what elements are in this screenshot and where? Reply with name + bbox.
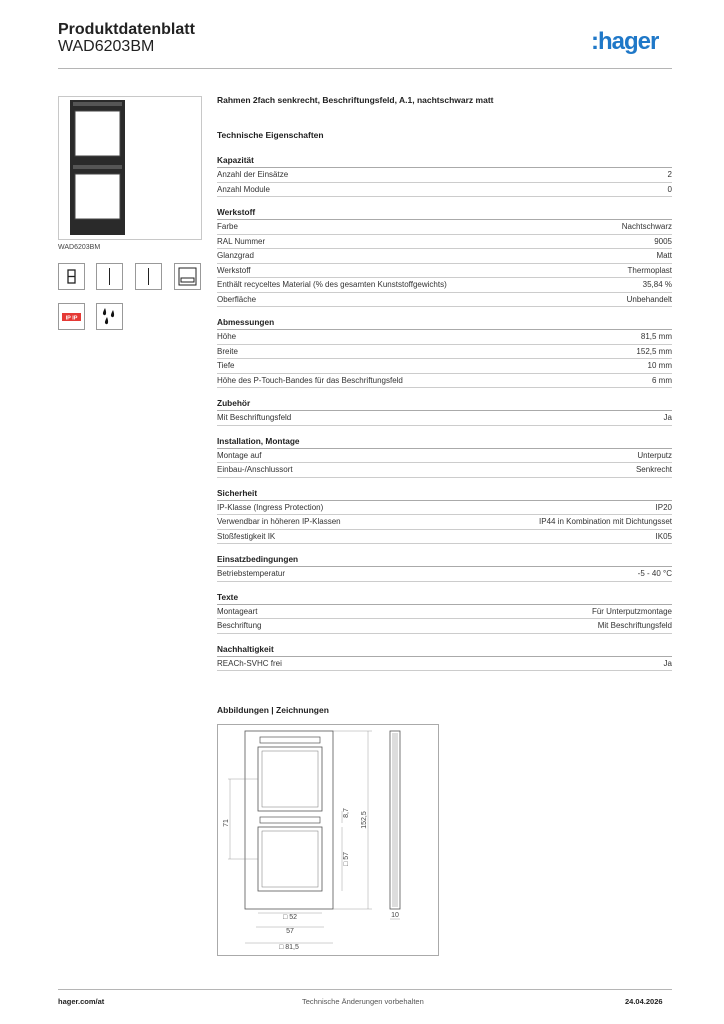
footer-divider <box>58 989 672 990</box>
spec-label: Farbe <box>217 222 238 231</box>
product-image <box>58 96 202 240</box>
spec-value: IP20 <box>655 502 672 512</box>
spec-row <box>217 235 672 250</box>
spec-value: Thermoplast <box>627 265 672 275</box>
spec-row <box>217 345 672 360</box>
spec-value: Senkrecht <box>635 465 672 474</box>
spec-label: Werkstoff <box>217 265 251 275</box>
ip-rating-icon <box>58 303 85 330</box>
section-dimensions <box>217 316 672 388</box>
section-title: Zubehör <box>217 397 672 411</box>
spec-row <box>217 374 672 389</box>
article-number: WAD6203BM <box>58 38 155 55</box>
spec-row <box>217 530 672 545</box>
svg-text:IP IP: IP IP <box>65 315 78 322</box>
section-texts <box>217 591 672 634</box>
spec-label: Betriebstemperatur <box>217 569 286 578</box>
spec-row <box>217 619 672 634</box>
spec-value: 9005 <box>654 236 672 246</box>
footer-website: hager.com/at <box>58 997 105 1006</box>
spec-value: IK05 <box>655 531 672 541</box>
spec-row <box>217 264 672 279</box>
section-title: Sicherheit <box>217 487 672 501</box>
section-title: Kapazität <box>217 154 672 168</box>
section-title: Abmessungen <box>217 316 672 330</box>
line-icon <box>96 263 123 290</box>
spec-row <box>217 411 672 426</box>
spec-label: Stoßfestigkeit IK <box>217 531 276 541</box>
spec-label: Anzahl der Einsätze <box>217 170 289 179</box>
water-drops-icon <box>96 303 123 330</box>
section-title: Werkstoff <box>217 206 672 220</box>
dim-10-label: 10 <box>391 912 399 919</box>
spec-label: Glanzgrad <box>217 251 254 260</box>
hager-logo: :hager <box>591 28 659 55</box>
spec-row <box>217 293 672 308</box>
spec-value: Mit Beschriftungsfeld <box>597 621 672 630</box>
section-title: Texte <box>217 591 672 605</box>
spec-label: Einbau-/Anschlussort <box>217 465 293 474</box>
spec-row <box>217 605 672 620</box>
spec-label: Höhe <box>217 332 237 341</box>
spec-value: Unbehandelt <box>626 294 672 304</box>
spec-value: Matt <box>656 251 672 260</box>
spec-value: 2 <box>667 170 672 179</box>
line-icon <box>135 263 162 290</box>
section-installation <box>217 435 672 478</box>
spec-content <box>217 95 672 680</box>
spec-label: Enthält recyceltes Material (% des gesamten Kunststoffgewichts) <box>217 280 447 289</box>
footer-date: 24.04.2026 <box>625 997 663 1006</box>
spec-value: Unterputz <box>637 450 672 460</box>
spec-row <box>217 249 672 264</box>
section-title: Nachhaltigkeit <box>217 643 672 657</box>
spec-label: Anzahl Module <box>217 184 270 194</box>
spec-value: 35,84 % <box>642 280 672 289</box>
section-safety <box>217 487 672 545</box>
spec-value: Ja <box>663 658 672 668</box>
spec-label: Höhe des P-Touch-Bandes für das Beschriftungsfeld <box>217 375 403 385</box>
spec-value: 81,5 mm <box>640 332 672 341</box>
section-material <box>217 206 672 307</box>
document-title: Produktdatenblatt <box>58 21 195 38</box>
spec-label: Tiefe <box>217 361 235 370</box>
spec-label: Montage auf <box>217 450 262 460</box>
dim-57-vertical-label: □ 57 <box>343 852 350 866</box>
spec-row <box>217 220 672 235</box>
dim-52-label: □ 52 <box>283 914 297 921</box>
spec-row <box>217 657 672 672</box>
spec-value: 10 mm <box>647 361 672 370</box>
dim-1525-label: 152,5 <box>361 811 368 829</box>
dim-71-label: 71 <box>223 819 230 827</box>
footer-disclaimer: Technische Änderungen vorbehalten <box>302 997 424 1006</box>
spec-label: REACh-SVHC frei <box>217 658 282 668</box>
spec-label: Oberfläche <box>217 294 257 304</box>
spec-row <box>217 278 672 293</box>
spec-value: 0 <box>667 184 672 194</box>
spec-value: Ja <box>663 413 672 422</box>
spec-label: IP-Klasse (Ingress Protection) <box>217 502 324 512</box>
thumbnail-code: WAD6203BM <box>58 244 101 251</box>
spec-value: Für Unterputzmontage <box>591 606 672 616</box>
spec-label: Verwendbar in höheren IP-Klassen <box>217 517 341 526</box>
spec-row <box>217 359 672 374</box>
spec-label: Breite <box>217 346 238 356</box>
spec-value: IP44 in Kombination mit Dichtungsset <box>539 517 672 526</box>
spec-value: -5 - 40 °C <box>637 569 672 578</box>
two-gang-vertical-icon <box>58 263 85 290</box>
spec-row <box>217 330 672 345</box>
spec-value: Nachtschwarz <box>621 222 672 231</box>
tech-properties-title: Technische Eigenschaften <box>217 130 324 140</box>
spec-label: RAL Nummer <box>217 236 266 246</box>
dim-815-label: □ 81,5 <box>279 944 299 951</box>
spec-label: Beschriftung <box>217 621 262 630</box>
spec-row <box>217 515 672 530</box>
header-divider <box>58 68 672 69</box>
section-operating-conditions <box>217 553 672 582</box>
spec-label: Montageart <box>217 606 258 616</box>
drawings-title: Abbildungen | Zeichnungen <box>217 705 329 715</box>
section-title: Installation, Montage <box>217 435 672 449</box>
spec-row <box>217 501 672 516</box>
section-accessories <box>217 397 672 426</box>
spec-value: 152,5 mm <box>636 346 672 356</box>
section-title: Einsatzbedingungen <box>217 553 672 567</box>
section-capacity <box>217 154 672 197</box>
dim-87-label: 8,7 <box>343 808 350 818</box>
spec-row <box>217 463 672 478</box>
spec-row <box>217 168 672 183</box>
technical-drawing <box>217 724 439 956</box>
label-field-icon <box>174 263 201 290</box>
dim-57-horizontal-label: 57 <box>286 928 294 935</box>
spec-row <box>217 567 672 582</box>
spec-row <box>217 449 672 464</box>
spec-label: Mit Beschriftungsfeld <box>217 413 292 422</box>
section-sustainability <box>217 643 672 672</box>
product-title: Rahmen 2fach senkrecht, Beschriftungsfeld, A.1, nachtschwarz matt <box>217 95 494 105</box>
frame-illustration <box>59 97 201 239</box>
spec-value: 6 mm <box>652 375 672 385</box>
spec-row <box>217 183 672 198</box>
